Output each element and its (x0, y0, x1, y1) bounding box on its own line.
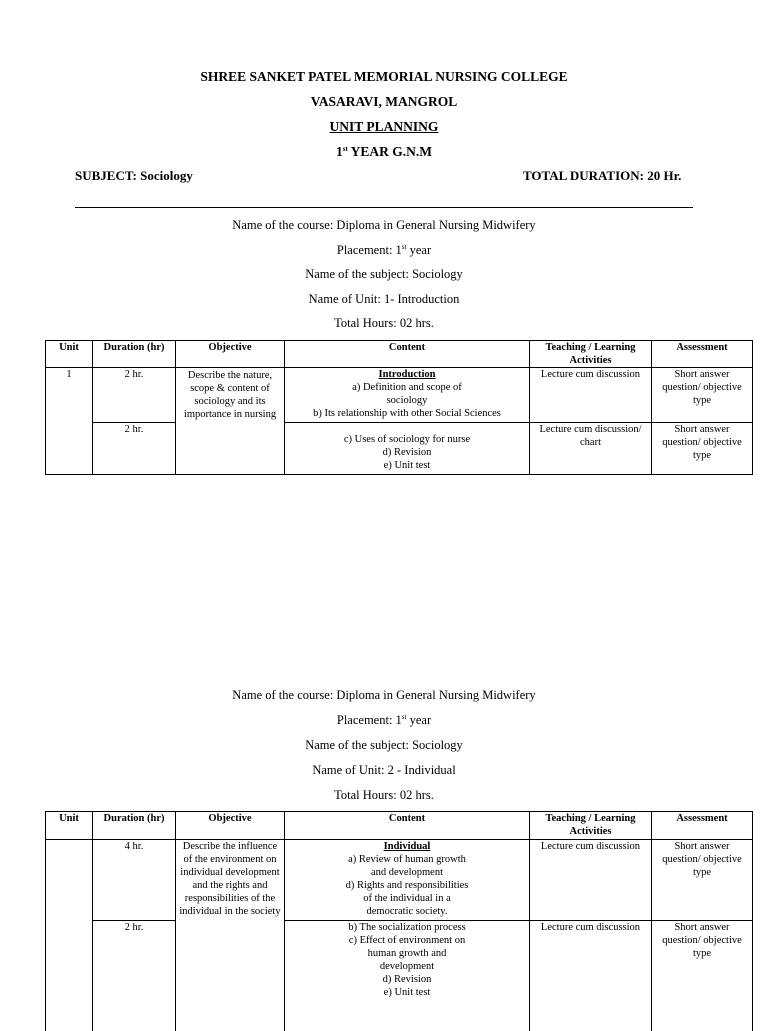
content-line: a) Definition and scope of (352, 382, 462, 393)
unit-name-1: Name of Unit: 1- Introduction (308, 292, 460, 306)
content-cell (285, 840, 530, 921)
table-row (46, 423, 753, 475)
content-cell (285, 921, 530, 1031)
activity-cell: Lecture cum discussion (530, 840, 652, 921)
placement-sup: st (401, 713, 407, 721)
unit-number (46, 840, 93, 1031)
col-duration: Duration (hr) (93, 812, 176, 840)
activity-cell: Lecture cum discussion (530, 921, 652, 1031)
subject-name-1: Name of the subject: Sociology (305, 267, 463, 281)
col-assessment: Assessment (652, 341, 753, 368)
content-cell (285, 423, 530, 475)
objective-cell: Describe the nature, scope & content of sociology and its importance in nursing (176, 368, 285, 475)
unit-number: 1 (46, 368, 93, 475)
course-name-2: Name of the course: Diploma in General Nursing Midwifery (232, 688, 536, 702)
unit-plan-table-2 (45, 811, 753, 1031)
activity-cell: Lecture cum discussion/ chart (530, 423, 652, 475)
col-activities: Teaching / Learning Activities (530, 812, 652, 840)
content-line: c) Uses of sociology for nurse (343, 434, 471, 445)
content-line: d) Revision (382, 974, 432, 985)
content-line: e) Unit test (383, 460, 431, 471)
assessment-cell: Short answer question/ objective type (652, 368, 753, 423)
content-line: d) Revision (382, 447, 432, 458)
unit-name-2: Name of Unit: 2 - Individual (312, 763, 456, 777)
content-line: development (379, 961, 435, 972)
objective-cell: Describe the influence of the environment on individual development and the rights and responsibilities of the individual in the society (176, 840, 285, 1031)
placement-suffix: year (406, 243, 432, 257)
subject-label: SUBJECT: Sociology (75, 168, 193, 183)
table-header-row (46, 812, 753, 840)
placement-1 (0, 243, 768, 258)
placement-sup: st (401, 243, 407, 251)
content-line: and development (370, 867, 444, 878)
placement-suffix: year (406, 713, 432, 727)
content-line: b) Its relationship with other Social Sciences (313, 408, 501, 419)
year-heading (0, 144, 768, 160)
assessment-cell: Short answer question/ objective type (652, 423, 753, 475)
content-line: a) Review of human growth (348, 854, 466, 865)
col-objective: Objective (176, 341, 285, 368)
document-title: UNIT PLANNING (329, 119, 439, 134)
activity-cell: Lecture cum discussion (530, 368, 652, 423)
content-title: Introduction (378, 369, 436, 380)
duration-cell: 2 hr. (93, 921, 176, 1031)
col-objective: Objective (176, 812, 285, 840)
placement-2 (0, 713, 768, 728)
col-unit: Unit (46, 341, 93, 368)
table-row (46, 840, 753, 921)
content-line: sociology (386, 395, 428, 406)
total-hours-1: Total Hours: 02 hrs. (334, 316, 434, 330)
assessment-cell: Short answer question/ objective type (652, 921, 753, 1031)
content-line: democratic society. (366, 906, 448, 917)
duration-cell: 2 hr. (93, 368, 176, 423)
college-name: SHREE SANKET PATEL MEMORIAL NURSING COLLEGE (200, 69, 568, 84)
col-content: Content (285, 812, 530, 840)
col-duration: Duration (hr) (93, 341, 176, 368)
content-line: b) The socialization process (348, 922, 466, 933)
course-name-1: Name of the course: Diploma in General Nursing Midwifery (232, 218, 536, 232)
placement-prefix: Placement: 1 (336, 713, 402, 727)
col-activities: Teaching / Learning Activities (530, 341, 652, 368)
placement-prefix: Placement: 1 (336, 243, 402, 257)
subject-name-2: Name of the subject: Sociology (305, 738, 463, 752)
unit-plan-table-1 (45, 340, 753, 475)
content-title: Individual (383, 841, 431, 852)
header-divider (75, 207, 693, 208)
content-cell (285, 368, 530, 423)
table-row (46, 921, 753, 1031)
content-line: c) Effect of environment on (348, 935, 466, 946)
col-content: Content (285, 341, 530, 368)
content-line: of the individual in a (363, 893, 451, 904)
total-duration: TOTAL DURATION: 20 Hr. (523, 168, 682, 183)
duration-cell: 4 hr. (93, 840, 176, 921)
college-location: VASARAVI, MANGROL (310, 94, 458, 109)
table-header-row (46, 341, 753, 368)
col-unit: Unit (46, 812, 93, 840)
assessment-cell: Short answer question/ objective type (652, 840, 753, 921)
col-assessment: Assessment (652, 812, 753, 840)
content-line: e) Unit test (383, 987, 431, 998)
content-line: human growth and (367, 948, 447, 959)
total-hours-2: Total Hours: 02 hrs. (334, 788, 434, 802)
year-number: 1 (335, 144, 343, 159)
table-row (46, 368, 753, 423)
duration-cell: 2 hr. (93, 423, 176, 475)
year-text: YEAR G.N.M (347, 144, 433, 159)
content-line: d) Rights and responsibilities (345, 880, 469, 891)
year-superscript: st (342, 145, 348, 153)
